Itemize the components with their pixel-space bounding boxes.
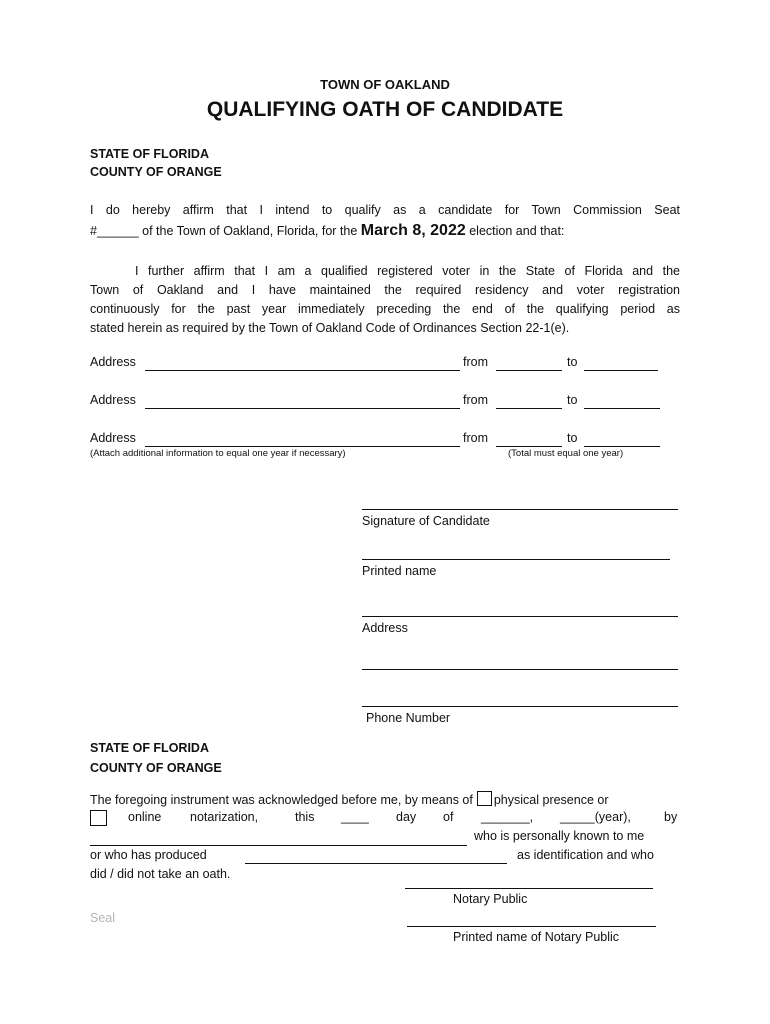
personally-known-text: who is personally known to me [474,829,645,843]
from-field[interactable] [496,446,562,447]
address-field[interactable] [145,370,460,371]
from-field[interactable] [496,370,562,371]
online-label: online [128,810,162,824]
residency-line-2: Town of Oakland and I have maintained the required residency and voter registration [90,283,680,297]
address-label: Address [90,393,136,407]
residency-line-4: stated herein as required by the Town of Oakland Code of Ordinances Section 22-1(e). [90,321,570,335]
this-label: this [295,810,315,824]
affirm-suffix: election and that: [469,224,565,238]
printed-name-line[interactable] [362,559,670,560]
signature-label: Signature of Candidate [362,514,490,528]
physical-presence-label: physical presence or [493,793,609,807]
notary-intro-text: The foregoing instrument was acknowledged before me, by means of [90,793,473,807]
to-field[interactable] [584,446,660,447]
phone-line[interactable] [362,706,678,707]
address-field[interactable] [145,446,460,447]
town-heading: TOWN OF OAKLAND [320,77,450,92]
address-field[interactable] [145,408,460,409]
notary-line-1 [90,791,609,807]
from-label: from [463,431,488,445]
residency-line-3: continuously for the past year immediately preceding the end of the qualifying period as [90,302,680,316]
year-blank[interactable]: _____(year), [560,810,631,824]
online-checkbox-wrap [90,810,107,827]
from-label: from [463,355,488,369]
county-label-notary: COUNTY OF ORANGE [90,761,222,775]
notary-public-label: Notary Public [453,892,528,906]
notary-printed-name-line[interactable] [407,926,656,927]
candidate-address-line-2[interactable] [362,669,678,670]
day-label: day [396,810,417,824]
signer-name-line[interactable] [90,845,467,846]
affirm-seat-text: #______ of the Town of Oakland, Florida, for the [90,224,358,238]
day-blank[interactable]: ____ [341,810,369,824]
residency-line-1: I further affirm that I am a qualified registered voter in the State of Florida and the [135,264,680,278]
candidate-address-label: Address [362,621,408,635]
seal-label: Seal [90,911,116,925]
affirm-line-2 [90,222,564,240]
from-field[interactable] [496,408,562,409]
election-date: March 8, 2022 [360,222,466,239]
oath-text: did / did not take an oath. [90,867,231,881]
state-label-notary: STATE OF FLORIDA [90,741,209,755]
address-label: Address [90,355,136,369]
printed-name-label: Printed name [362,564,437,578]
attach-note: (Attach additional information to equal one year if necessary) [90,448,346,459]
notarization-label: notarization, [190,810,259,824]
to-label: to [567,393,578,407]
by-label: by [664,810,678,824]
to-label: to [567,355,578,369]
produced-text: or who has produced [90,848,207,862]
online-notarization-checkbox[interactable] [90,810,107,826]
phone-label: Phone Number [366,711,451,725]
identification-text: as identification and who [517,848,654,862]
of-label: of [443,810,454,824]
physical-presence-checkbox[interactable] [477,791,492,806]
state-label: STATE OF FLORIDA [90,147,209,161]
to-field[interactable] [584,408,660,409]
page-title: QUALIFYING OATH OF CANDIDATE [206,98,564,121]
from-label: from [463,393,488,407]
to-label: to [567,431,578,445]
address-label: Address [90,431,136,445]
total-note: (Total must equal one year) [508,448,624,459]
notary-printed-name-label: Printed name of Notary Public [453,930,620,944]
county-label: COUNTY OF ORANGE [90,165,222,179]
candidate-address-line-1[interactable] [362,616,678,617]
identification-line[interactable] [245,863,507,864]
to-field[interactable] [584,370,658,371]
signature-line[interactable] [362,509,678,510]
month-blank[interactable]: _______, [481,810,534,824]
notary-signature-line[interactable] [405,888,653,889]
affirm-line-1: I do hereby affirm that I intend to qualify as a candidate for Town Commission Seat [90,203,680,217]
